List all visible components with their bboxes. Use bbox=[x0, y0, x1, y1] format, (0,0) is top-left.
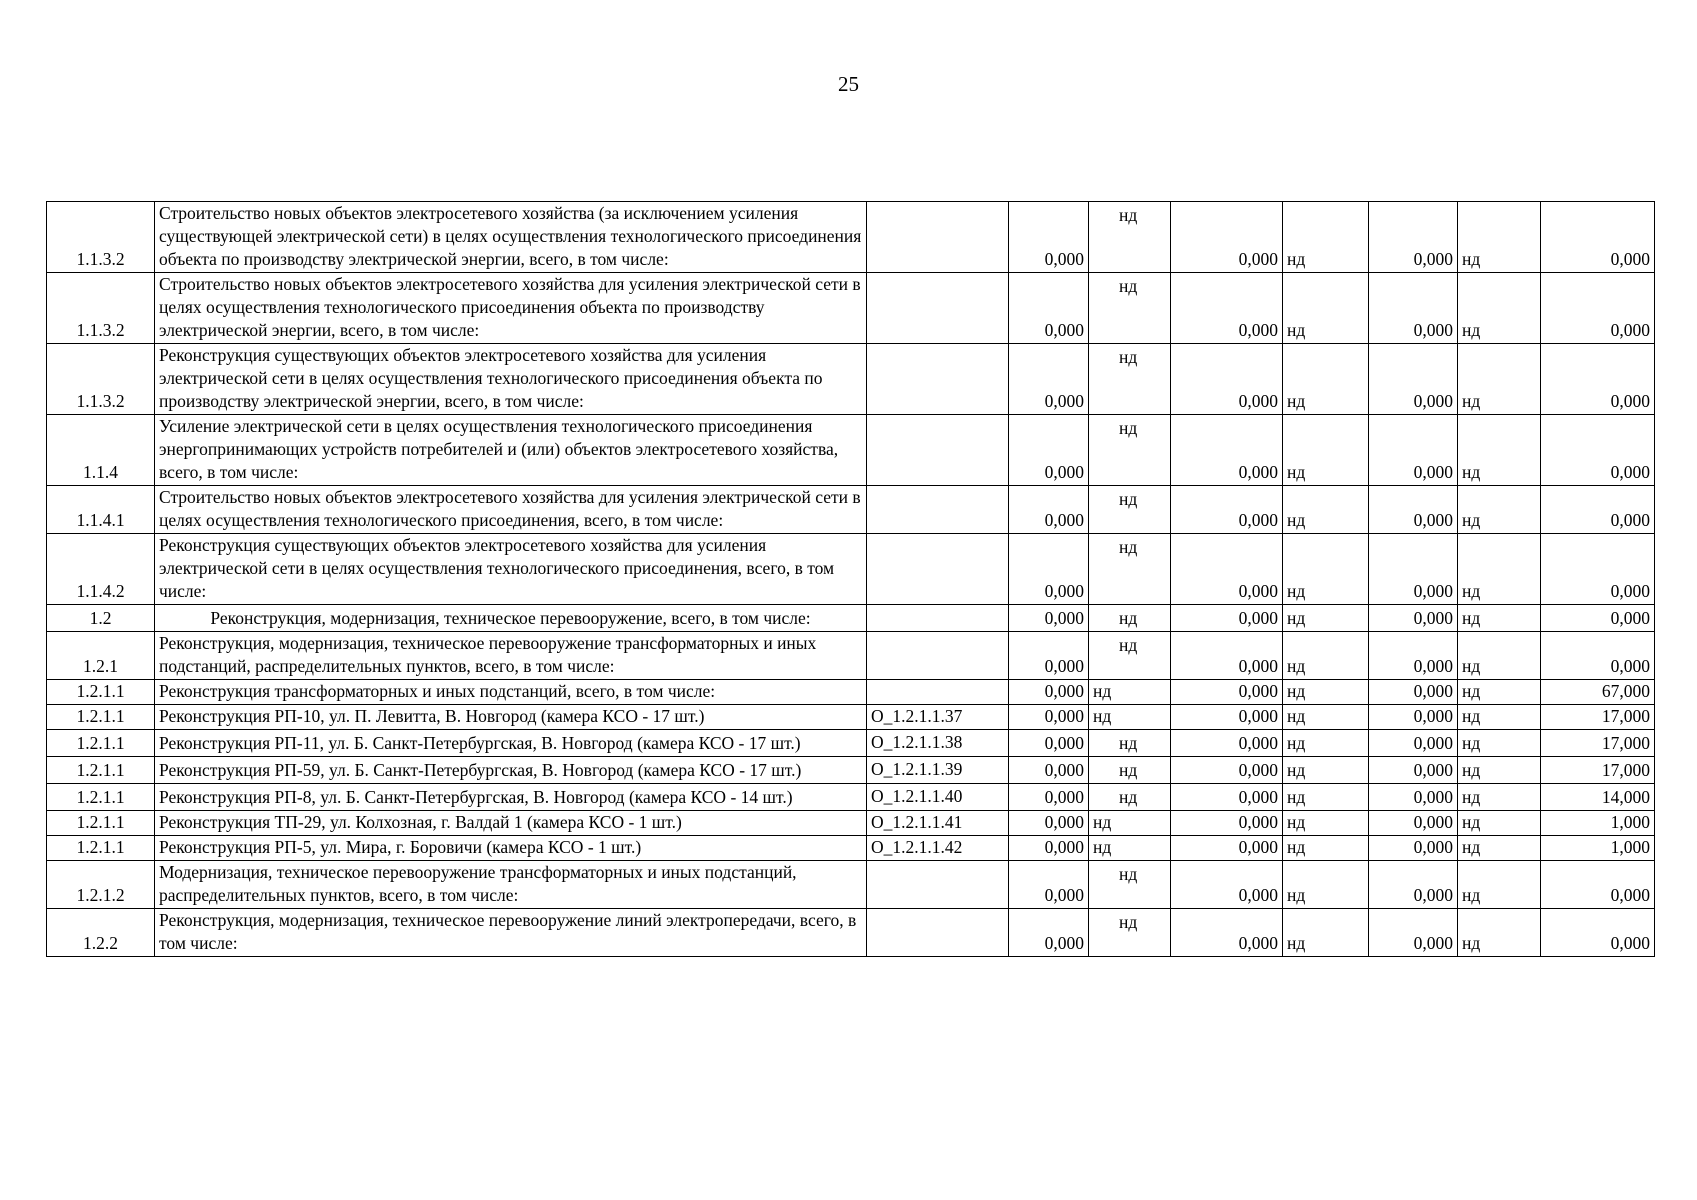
row-name: Модернизация, техническое перевооружение трансформаторных и иных подстанций, распределительных пунктов, всего, в том числе: bbox=[155, 861, 867, 909]
value-3: 0,000 bbox=[1369, 202, 1458, 273]
value-1: 0,000 bbox=[1009, 757, 1089, 784]
nd-2: нд bbox=[1283, 415, 1369, 486]
value-4: 0,000 bbox=[1541, 415, 1655, 486]
row-identifier: O_1.2.1.1.42 bbox=[867, 836, 1009, 861]
value-4: 0,000 bbox=[1541, 605, 1655, 632]
value-2: 0,000 bbox=[1171, 202, 1283, 273]
nd-3: нд bbox=[1458, 632, 1541, 680]
row-identifier bbox=[867, 534, 1009, 605]
row-name: Строительство новых объектов электросетевого хозяйства для усиления электрической сети в целях осуществления технологического присоединения объекта по производству электрической энергии, всего, в том числе: bbox=[155, 273, 867, 344]
value-2: 0,000 bbox=[1171, 705, 1283, 730]
nd-3: нд bbox=[1458, 730, 1541, 757]
row-code: 1.2 bbox=[47, 605, 155, 632]
table-row bbox=[47, 415, 1655, 486]
value-2: 0,000 bbox=[1171, 486, 1283, 534]
row-code: 1.2.1.1 bbox=[47, 730, 155, 757]
nd-1: нд bbox=[1089, 680, 1171, 705]
row-name: Реконструкция РП-59, ул. Б. Санкт-Петербургская, В. Новгород (камера КСО - 17 шт.) bbox=[155, 757, 867, 784]
value-1: 0,000 bbox=[1009, 861, 1089, 909]
row-code: 1.2.1 bbox=[47, 632, 155, 680]
nd-2: нд bbox=[1283, 534, 1369, 605]
value-4: 0,000 bbox=[1541, 344, 1655, 415]
value-2: 0,000 bbox=[1171, 909, 1283, 957]
nd-1: нд bbox=[1089, 632, 1171, 680]
row-name: Строительство новых объектов электросетевого хозяйства (за исключением усиления существующей электрической сети) в целях осуществления технологического присоединения объекта по производству электрической энергии, всего, в том числе: bbox=[155, 202, 867, 273]
nd-1: нд bbox=[1089, 757, 1171, 784]
table-row bbox=[47, 784, 1655, 811]
value-4: 1,000 bbox=[1541, 811, 1655, 836]
row-name: Реконструкция, модернизация, техническое перевооружение, всего, в том числе: bbox=[155, 605, 867, 632]
table-row bbox=[47, 836, 1655, 861]
nd-2: нд bbox=[1283, 784, 1369, 811]
value-4: 0,000 bbox=[1541, 202, 1655, 273]
value-3: 0,000 bbox=[1369, 811, 1458, 836]
row-identifier bbox=[867, 415, 1009, 486]
value-4: 14,000 bbox=[1541, 784, 1655, 811]
nd-2: нд bbox=[1283, 344, 1369, 415]
table-row bbox=[47, 811, 1655, 836]
value-2: 0,000 bbox=[1171, 415, 1283, 486]
value-1: 0,000 bbox=[1009, 811, 1089, 836]
row-identifier bbox=[867, 486, 1009, 534]
nd-1: нд bbox=[1089, 605, 1171, 632]
table-row bbox=[47, 344, 1655, 415]
nd-3: нд bbox=[1458, 784, 1541, 811]
table-row bbox=[47, 534, 1655, 605]
value-3: 0,000 bbox=[1369, 632, 1458, 680]
nd-1: нд bbox=[1089, 811, 1171, 836]
row-code: 1.2.1.1 bbox=[47, 757, 155, 784]
nd-3: нд bbox=[1458, 605, 1541, 632]
nd-2: нд bbox=[1283, 730, 1369, 757]
row-name: Реконструкция существующих объектов электросетевого хозяйства для усиления электрической сети в целях осуществления технологического присоединения, всего, в том числе: bbox=[155, 534, 867, 605]
row-identifier bbox=[867, 344, 1009, 415]
nd-3: нд bbox=[1458, 344, 1541, 415]
row-name: Реконструкция существующих объектов электросетевого хозяйства для усиления электрической сети в целях осуществления технологического присоединения объекта по производству электрической энергии, всего, в том числе: bbox=[155, 344, 867, 415]
row-identifier: O_1.2.1.1.39 bbox=[867, 757, 1009, 784]
row-code: 1.2.1.1 bbox=[47, 836, 155, 861]
nd-1: нд bbox=[1089, 273, 1171, 344]
row-name: Реконструкция, модернизация, техническое перевооружение трансформаторных и иных подстанций, распределительных пунктов, всего, в том числе: bbox=[155, 632, 867, 680]
row-name: Реконструкция трансформаторных и иных подстанций, всего, в том числе: bbox=[155, 680, 867, 705]
row-code: 1.1.3.2 bbox=[47, 202, 155, 273]
value-1: 0,000 bbox=[1009, 784, 1089, 811]
row-code: 1.2.1.2 bbox=[47, 861, 155, 909]
table-row bbox=[47, 730, 1655, 757]
value-1: 0,000 bbox=[1009, 632, 1089, 680]
nd-2: нд bbox=[1283, 757, 1369, 784]
value-3: 0,000 bbox=[1369, 909, 1458, 957]
nd-1: нд bbox=[1089, 534, 1171, 605]
value-4: 0,000 bbox=[1541, 909, 1655, 957]
value-4: 17,000 bbox=[1541, 730, 1655, 757]
nd-1: нд bbox=[1089, 415, 1171, 486]
row-code: 1.2.2 bbox=[47, 909, 155, 957]
value-3: 0,000 bbox=[1369, 861, 1458, 909]
nd-2: нд bbox=[1283, 836, 1369, 861]
row-identifier bbox=[867, 861, 1009, 909]
value-3: 0,000 bbox=[1369, 605, 1458, 632]
value-3: 0,000 bbox=[1369, 344, 1458, 415]
investment-program-table bbox=[46, 201, 1655, 957]
value-3: 0,000 bbox=[1369, 836, 1458, 861]
row-identifier bbox=[867, 909, 1009, 957]
nd-3: нд bbox=[1458, 202, 1541, 273]
table-row bbox=[47, 605, 1655, 632]
row-name: Реконструкция, модернизация, техническое перевооружение линий электропередачи, всего, в том числе: bbox=[155, 909, 867, 957]
nd-3: нд bbox=[1458, 705, 1541, 730]
value-1: 0,000 bbox=[1009, 344, 1089, 415]
nd-2: нд bbox=[1283, 486, 1369, 534]
row-identifier: O_1.2.1.1.38 bbox=[867, 730, 1009, 757]
table-row bbox=[47, 486, 1655, 534]
row-identifier bbox=[867, 632, 1009, 680]
table-row bbox=[47, 757, 1655, 784]
table-row bbox=[47, 680, 1655, 705]
nd-1: нд bbox=[1089, 909, 1171, 957]
nd-3: нд bbox=[1458, 757, 1541, 784]
value-1: 0,000 bbox=[1009, 534, 1089, 605]
nd-3: нд bbox=[1458, 486, 1541, 534]
nd-1: нд bbox=[1089, 705, 1171, 730]
value-2: 0,000 bbox=[1171, 757, 1283, 784]
nd-1: нд bbox=[1089, 784, 1171, 811]
nd-3: нд bbox=[1458, 273, 1541, 344]
nd-2: нд bbox=[1283, 273, 1369, 344]
value-1: 0,000 bbox=[1009, 836, 1089, 861]
value-4: 0,000 bbox=[1541, 273, 1655, 344]
value-2: 0,000 bbox=[1171, 861, 1283, 909]
nd-1: нд bbox=[1089, 486, 1171, 534]
value-1: 0,000 bbox=[1009, 705, 1089, 730]
row-code: 1.1.4.1 bbox=[47, 486, 155, 534]
nd-1: нд bbox=[1089, 202, 1171, 273]
row-identifier bbox=[867, 680, 1009, 705]
nd-3: нд bbox=[1458, 534, 1541, 605]
row-name: Строительство новых объектов электросетевого хозяйства для усиления электрической сети в целях осуществления технологического присоединения, всего, в том числе: bbox=[155, 486, 867, 534]
table-body bbox=[47, 202, 1655, 957]
value-3: 0,000 bbox=[1369, 757, 1458, 784]
value-2: 0,000 bbox=[1171, 605, 1283, 632]
value-1: 0,000 bbox=[1009, 202, 1089, 273]
value-4: 17,000 bbox=[1541, 757, 1655, 784]
row-identifier: O_1.2.1.1.41 bbox=[867, 811, 1009, 836]
value-1: 0,000 bbox=[1009, 605, 1089, 632]
value-2: 0,000 bbox=[1171, 632, 1283, 680]
value-4: 67,000 bbox=[1541, 680, 1655, 705]
table-row bbox=[47, 632, 1655, 680]
value-4: 17,000 bbox=[1541, 705, 1655, 730]
nd-1: нд bbox=[1089, 344, 1171, 415]
value-4: 0,000 bbox=[1541, 486, 1655, 534]
value-4: 1,000 bbox=[1541, 836, 1655, 861]
value-2: 0,000 bbox=[1171, 811, 1283, 836]
row-code: 1.2.1.1 bbox=[47, 784, 155, 811]
row-identifier: O_1.2.1.1.40 bbox=[867, 784, 1009, 811]
value-1: 0,000 bbox=[1009, 415, 1089, 486]
value-2: 0,000 bbox=[1171, 784, 1283, 811]
value-4: 0,000 bbox=[1541, 632, 1655, 680]
row-code: 1.1.3.2 bbox=[47, 273, 155, 344]
row-name: Реконструкция РП-11, ул. Б. Санкт-Петербургская, В. Новгород (камера КСО - 17 шт.) bbox=[155, 730, 867, 757]
row-identifier: O_1.2.1.1.37 bbox=[867, 705, 1009, 730]
nd-2: нд bbox=[1283, 909, 1369, 957]
nd-3: нд bbox=[1458, 909, 1541, 957]
nd-1: нд bbox=[1089, 861, 1171, 909]
nd-3: нд bbox=[1458, 811, 1541, 836]
value-1: 0,000 bbox=[1009, 680, 1089, 705]
nd-2: нд bbox=[1283, 605, 1369, 632]
value-2: 0,000 bbox=[1171, 730, 1283, 757]
value-3: 0,000 bbox=[1369, 534, 1458, 605]
row-code: 1.2.1.1 bbox=[47, 680, 155, 705]
value-3: 0,000 bbox=[1369, 273, 1458, 344]
row-code: 1.1.3.2 bbox=[47, 344, 155, 415]
row-code: 1.2.1.1 bbox=[47, 705, 155, 730]
value-2: 0,000 bbox=[1171, 534, 1283, 605]
row-name: Реконструкция РП-10, ул. П. Левитта, В. Новгород (камера КСО - 17 шт.) bbox=[155, 705, 867, 730]
row-code: 1.1.4 bbox=[47, 415, 155, 486]
value-1: 0,000 bbox=[1009, 486, 1089, 534]
row-name: Реконструкция ТП-29, ул. Колхозная, г. Валдай 1 (камера КСО - 1 шт.) bbox=[155, 811, 867, 836]
nd-1: нд bbox=[1089, 730, 1171, 757]
row-name: Усиление электрической сети в целях осуществления технологического присоединения энергопринимающих устройств потребителей и (или) объектов электросетевого хозяйства, всего, в том числе: bbox=[155, 415, 867, 486]
value-3: 0,000 bbox=[1369, 705, 1458, 730]
value-3: 0,000 bbox=[1369, 730, 1458, 757]
value-4: 0,000 bbox=[1541, 861, 1655, 909]
nd-2: нд bbox=[1283, 861, 1369, 909]
page-number: 25 bbox=[838, 72, 859, 96]
value-3: 0,000 bbox=[1369, 680, 1458, 705]
nd-2: нд bbox=[1283, 632, 1369, 680]
nd-3: нд bbox=[1458, 415, 1541, 486]
row-name: Реконструкция РП-8, ул. Б. Санкт-Петербургская, В. Новгород (камера КСО - 14 шт.) bbox=[155, 784, 867, 811]
nd-2: нд bbox=[1283, 705, 1369, 730]
row-identifier bbox=[867, 202, 1009, 273]
nd-3: нд bbox=[1458, 861, 1541, 909]
row-identifier bbox=[867, 273, 1009, 344]
value-2: 0,000 bbox=[1171, 273, 1283, 344]
value-2: 0,000 bbox=[1171, 344, 1283, 415]
value-1: 0,000 bbox=[1009, 273, 1089, 344]
row-name: Реконструкция РП-5, ул. Мира, г. Боровичи (камера КСО - 1 шт.) bbox=[155, 836, 867, 861]
table-row bbox=[47, 273, 1655, 344]
nd-1: нд bbox=[1089, 836, 1171, 861]
row-code: 1.2.1.1 bbox=[47, 811, 155, 836]
nd-3: нд bbox=[1458, 836, 1541, 861]
value-4: 0,000 bbox=[1541, 534, 1655, 605]
value-3: 0,000 bbox=[1369, 415, 1458, 486]
nd-3: нд bbox=[1458, 680, 1541, 705]
value-2: 0,000 bbox=[1171, 680, 1283, 705]
value-3: 0,000 bbox=[1369, 486, 1458, 534]
table-row bbox=[47, 861, 1655, 909]
table-row bbox=[47, 909, 1655, 957]
table-row bbox=[47, 202, 1655, 273]
nd-2: нд bbox=[1283, 202, 1369, 273]
row-code: 1.1.4.2 bbox=[47, 534, 155, 605]
value-1: 0,000 bbox=[1009, 730, 1089, 757]
value-1: 0,000 bbox=[1009, 909, 1089, 957]
row-identifier bbox=[867, 605, 1009, 632]
value-3: 0,000 bbox=[1369, 784, 1458, 811]
value-2: 0,000 bbox=[1171, 836, 1283, 861]
nd-2: нд bbox=[1283, 811, 1369, 836]
nd-2: нд bbox=[1283, 680, 1369, 705]
table-row bbox=[47, 705, 1655, 730]
